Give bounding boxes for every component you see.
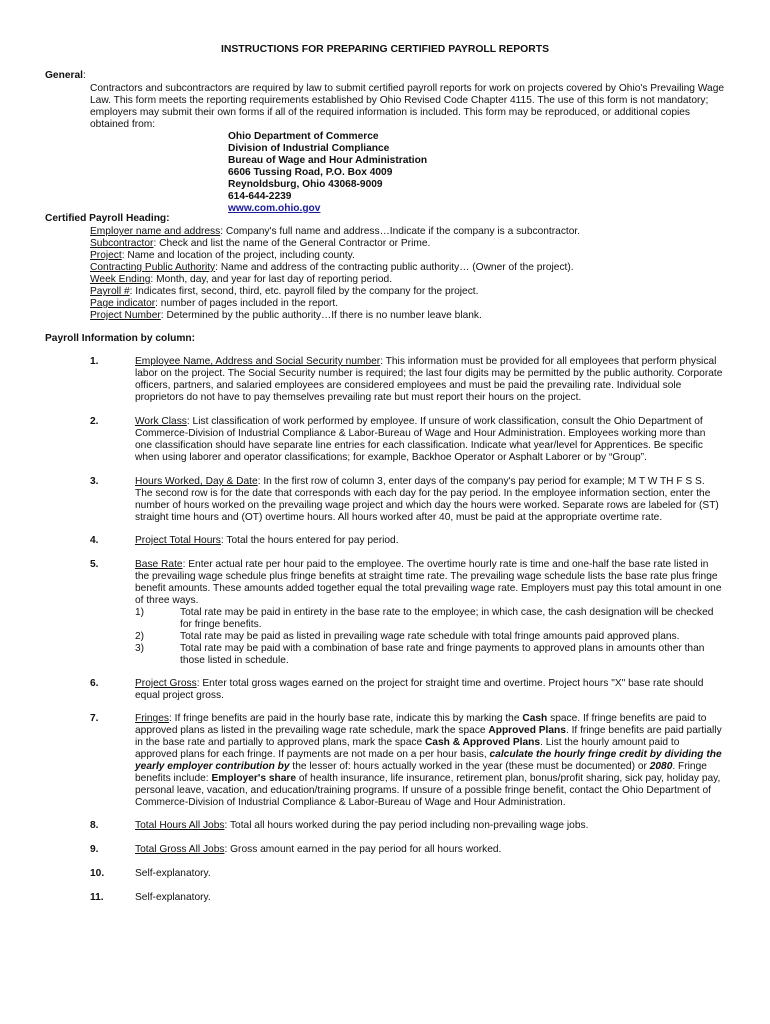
sub-item xyxy=(135,607,723,631)
website-link[interactable]: www.com.ohio.gov xyxy=(228,203,321,214)
item-text: : In the first row of column 3, enter days of the company's pay period for example; M T W TH F S S. The second row is for the date that corresponds with each day for the pay period. In the employee information section, enter the number of hours worked on the prevailing wage project and which day the hours were worked. Separate rows are labeled for (ST) straight time hours and (OT) overtime hours. All hours worked after 40, must be paid at the appropriate overtime rate. xyxy=(135,476,719,523)
item-number: 8. xyxy=(90,820,99,831)
approved-plans-term: Approved Plans xyxy=(488,725,566,736)
general-label-colon: : xyxy=(82,70,86,81)
sub-item-text: Total rate may be paid in entirety in the base rate to the employee; in which case, the cash designation will be checked for fringe benefits. xyxy=(180,607,714,630)
item-text: : Total all hours worked during the pay period including non-prevailing wage jobs. xyxy=(224,820,589,831)
item-text: : Gross amount earned in the pay period for all hours worked. xyxy=(224,844,502,855)
item-term: Work Class xyxy=(135,416,187,427)
item-body xyxy=(135,356,723,404)
heading-desc: : Determined by the public authority…If there is no number leave blank. xyxy=(160,310,482,321)
heading-term: Project Number xyxy=(90,310,161,321)
heading-desc: : Indicates first, second, third, etc. payroll filed by the company for the project. xyxy=(129,286,479,297)
general-paragraph: Contractors and subcontractors are required by law to submit certified payroll reports for work on projects covered by Ohio's Prevailing Wage Law. This form meets the reporting requirements established by Ohio Revised Code Chapter 4115. The use of this form is not mandatory; employers may submit their own forms if all of the required information is included. This form may be reproduced, or additional copies obtained from: xyxy=(90,83,725,130)
general-label: General xyxy=(45,70,83,81)
heading-line-project-number xyxy=(90,310,730,322)
heading-term: Contracting Public Authority xyxy=(90,262,216,273)
address-line: Bureau of Wage and Hour Administration xyxy=(228,155,428,166)
item-text: Self-explanatory. xyxy=(135,892,211,903)
sub-item-text: Total rate may be paid as listed in prevailing wage rate schedule with total fringe amounts paid approved plans. xyxy=(180,631,680,642)
address-block xyxy=(228,131,427,215)
heading-desc: : Check and list the name of the General Contractor or Prime. xyxy=(153,238,431,249)
item-number: 9. xyxy=(90,844,99,855)
item-number: 6. xyxy=(90,678,99,689)
heading-line-authority xyxy=(90,262,730,274)
employer-share-term: Employer's share xyxy=(211,773,296,784)
item-term: Total Gross All Jobs xyxy=(135,844,225,855)
item-body xyxy=(135,713,723,809)
address-line: Division of Industrial Compliance xyxy=(228,143,390,154)
item-body xyxy=(135,892,723,904)
item-text: : Total the hours entered for pay period. xyxy=(220,535,399,546)
item-number: 4. xyxy=(90,535,99,546)
item-text: : This information must be provided for all employees that perform physical labor on the project. The Social Security number is required; the last four digits may be permitted by the public authority. Corporate officers, partners, and salaried employees are considered employees and must be paid the prevailing rate. Individual sole proprietors do not have to pay themselves prevailing rate but must report their hours on the project. xyxy=(135,356,723,403)
item-text: : If fringe benefits are paid in the hourly base rate, indicate this by marking the xyxy=(168,713,523,724)
item-body xyxy=(135,559,723,667)
item-number: 11. xyxy=(90,892,104,903)
payroll-section-label: Payroll Information by column: xyxy=(45,333,195,344)
sub-item-number: 2) xyxy=(135,631,145,642)
heading-line-subcontractor xyxy=(90,238,730,250)
item-term: Project Gross xyxy=(135,678,197,689)
sub-item-text: Total rate may be paid with a combination of base rate and fringe payments to approved plans in amounts other than those listed in schedule. xyxy=(180,643,705,666)
address-line: Ohio Department of Commerce xyxy=(228,131,379,142)
heading-line-payroll-number xyxy=(90,286,730,298)
item-body xyxy=(135,844,723,856)
item-number: 3. xyxy=(90,476,99,487)
hours-2080: 2080 xyxy=(649,761,673,772)
item-body xyxy=(135,476,723,524)
heading-desc: : Name and location of the project, including county. xyxy=(121,250,355,261)
heading-line-employer xyxy=(90,226,730,238)
heading-section-label: Certified Payroll Heading: xyxy=(45,213,170,224)
cash-approved-term: Cash & Approved Plans xyxy=(424,737,541,748)
item-term: Hours Worked, Day & Date xyxy=(135,476,258,487)
general-section xyxy=(45,70,86,82)
item-number: 1. xyxy=(90,356,99,367)
item-body xyxy=(135,535,723,547)
item-text: space. If fringe benefits are paid to approved plans as listed in the prevailing wage rate schedule, mark the space xyxy=(135,713,707,736)
item-body xyxy=(135,868,723,880)
heading-desc: : Month, day, and year for last day of reporting period. xyxy=(150,274,393,285)
item-text: of health insurance, life insurance, retirement plan, bonus/profit sharing, sick pay, holiday pay, personal leave, vacation, and education/training programs. If unsure of a possible fringe benefit, contact the Ohio Department of Commerce-Division of Industrial Compliance & Labor-Bureau of Wage and Hour Administration. xyxy=(135,773,721,808)
heading-term: Subcontractor xyxy=(90,238,154,249)
item-text: : List classification of work performed by employee. If unsure of work classification, consult the Ohio Department of Commerce-Division of Industrial Compliance & Labor-Bureau of Wage and Hour Administration. Employees working more than one classification should have separate line entries for each classification. Indicate what year/level for Apprentices. Be specific when using laborer and operator classifications; for example, Backhoe Operator or Asphalt Laborer or by “Group”. xyxy=(135,416,706,463)
heading-line-page-indicator xyxy=(90,298,730,310)
item-body xyxy=(135,678,723,702)
heading-list xyxy=(90,226,730,322)
cash-term: Cash xyxy=(522,713,548,724)
heading-desc: : Name and address of the contracting public authority… (Owner of the project). xyxy=(215,262,574,273)
item-body xyxy=(135,820,723,832)
heading-desc: : number of pages included in the report. xyxy=(155,298,339,309)
page-title: INSTRUCTIONS FOR PREPARING CERTIFIED PAYROLL REPORTS xyxy=(220,44,550,55)
item-body xyxy=(135,416,723,464)
heading-term: Payroll # xyxy=(90,286,130,297)
heading-term: Project xyxy=(90,250,122,261)
address-line: 614-644-2239 xyxy=(228,191,292,202)
item-term: Base Rate xyxy=(135,559,183,570)
item-text: Self-explanatory. xyxy=(135,868,211,879)
item-term: Project Total Hours xyxy=(135,535,221,546)
item-number: 7. xyxy=(90,713,99,724)
heading-desc: : Company's full name and address…Indicate if the company is a subcontractor. xyxy=(220,226,581,237)
address-line: Reynoldsburg, Ohio 43068-9009 xyxy=(228,179,383,190)
heading-term: Page indicator xyxy=(90,298,156,309)
sub-item xyxy=(135,643,723,667)
item-number: 2. xyxy=(90,416,99,427)
item-text: . Fringe benefits include: xyxy=(135,761,707,784)
sub-item-number: 3) xyxy=(135,643,145,654)
heading-term: Week Ending xyxy=(90,274,151,285)
item-term: Total Hours All Jobs xyxy=(135,820,225,831)
item-number: 10. xyxy=(90,868,105,879)
calculation-note: calculate the hourly fringe credit by dividing the yearly employer contribution by xyxy=(135,749,722,772)
heading-term: Employer name and address xyxy=(90,226,221,237)
item-text: . If fringe benefits are paid partially in the base rate and partially to approved plans, mark the space xyxy=(135,725,722,748)
heading-line-project xyxy=(90,250,730,262)
item-term: Employee Name, Address and Social Security number xyxy=(135,356,381,367)
sub-item-number: 1) xyxy=(135,607,145,618)
address-line: 6606 Tussing Road, P.O. Box 4009 xyxy=(228,167,393,178)
item-term: Fringes xyxy=(135,713,169,724)
item-text: : Enter total gross wages earned on the project for straight time and overtime. Project hours "X" base rate should equal project gross. xyxy=(135,678,704,701)
item-text: the lesser of: hours actually worked in the year (these must be documented) or xyxy=(289,761,650,772)
heading-line-week-ending xyxy=(90,274,730,286)
item-text: . List the hourly amount paid to approved plans for each fringe. If payments are not made on a per hour basis, xyxy=(135,737,680,760)
item-text: : Enter actual rate per hour paid to the employee. The overtime hourly rate is time and one-half the base rate listed in the prevailing wage schedule plus fringe benefits at straight time rate. The prevailing wage schedule lists the base rate plus fringe benefit amounts. These amounts added together equal the total prevailing wage rate. Employers must pay this total amount in one of three ways. xyxy=(135,559,722,606)
sub-item xyxy=(135,631,723,643)
item-number: 5. xyxy=(90,559,99,570)
